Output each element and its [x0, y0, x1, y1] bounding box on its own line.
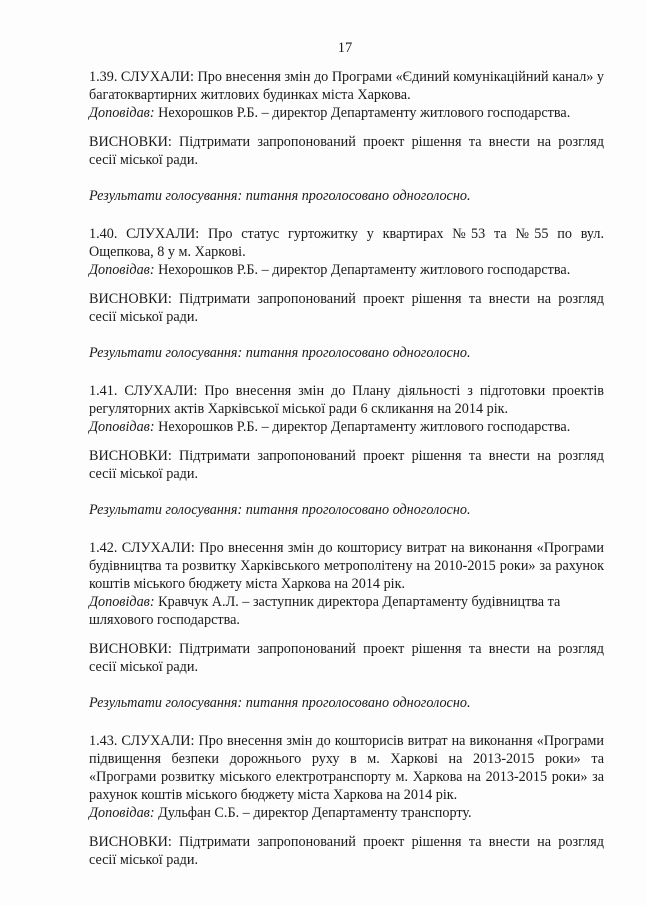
reporter-name: Нехорошков Р.Б. – директор Департаменту житлового господарства. [154, 419, 571, 435]
vote-result: Результати голосування: питання проголосовано одноголосно. [89, 695, 471, 711]
reporter-label: Доповідав: [89, 105, 155, 121]
page-number: 17 [337, 40, 353, 56]
agenda-item-1-39 [89, 68, 604, 205]
heard-text: 1.41. СЛУХАЛИ: Про внесення змін до Плану діяльності з підготовки проектів регуляторних актів Харківської міської ради 6 скликання на 2014 рік. [89, 383, 604, 417]
reporter-line [89, 418, 604, 436]
conclusion-text: ВИСНОВКИ: Підтримати запропонований проект рішення та внести на розгляд сесії міської ради. [89, 834, 604, 868]
agenda-item-1-41 [89, 382, 604, 519]
reporter-line [89, 104, 604, 122]
vote-result: Результати голосування: питання проголосовано одноголосно. [89, 345, 471, 361]
conclusion-text: ВИСНОВКИ: Підтримати запропонований проект рішення та внести на розгляд сесії міської ради. [89, 641, 604, 675]
conclusion-text: ВИСНОВКИ: Підтримати запропонований проект рішення та внести на розгляд сесії міської ради. [89, 134, 604, 168]
reporter-name: Нехорошков Р.Б. – директор Департаменту житлового господарства. [154, 262, 571, 278]
reporter-label: Доповідав: [89, 419, 155, 435]
heard-text: 1.39. СЛУХАЛИ: Про внесення змін до Програми «Єдиний комунікаційний канал» у багатоквартирних житлових будинках міста Харкова. [89, 69, 605, 103]
agenda-item-1-40 [89, 225, 604, 362]
reporter-line [89, 593, 604, 629]
reporter-label: Доповідав: [89, 805, 155, 821]
conclusion-text: ВИСНОВКИ: Підтримати запропонований проект рішення та внести на розгляд сесії міської ради. [89, 291, 604, 325]
reporter-line [89, 261, 604, 279]
reporter-label: Доповідав: [89, 594, 155, 610]
heard-text: 1.43. СЛУХАЛИ: Про внесення змін до кошторисів витрат на виконання «Програми підвищення безпеки дорожнього руху в м. Харкові на 2013-2015 роки» та «Програми розвитку міського електротранспорту м. Харкова на 2013-2015 роки» за рахунок коштів міського бюджету міста Харкова на 2014 рік. [89, 733, 604, 803]
reporter-name: Дульфан С.Б. – директор Департаменту транспорту. [154, 805, 472, 821]
heard-text: 1.40. СЛУХАЛИ: Про статус гуртожитку у квартирах №53 та №55 по вул. Ощепкова, 8 у м. Харкові. [89, 226, 604, 260]
agenda-item-1-42 [89, 539, 604, 712]
agenda-item-1-43 [89, 732, 604, 869]
heard-text: 1.42. СЛУХАЛИ: Про внесення змін до кошторису витрат на виконання «Програми будівництва та розвитку Харківського метрополітену на 2010-2015 роки» за рахунок коштів міського бюджету міста Харкова на 2014 рік. [89, 540, 604, 592]
reporter-label: Доповідав: [89, 262, 155, 278]
minutes-content [89, 68, 604, 869]
conclusion-text: ВИСНОВКИ: Підтримати запропонований проект рішення та внести на розгляд сесії міської ради. [89, 448, 604, 482]
reporter-name: Кравчук А.Л. – заступник директора Департаменту будівництва та шляхового господарства. [89, 594, 561, 628]
vote-result: Результати голосування: питання проголосовано одноголосно. [89, 502, 471, 518]
vote-result: Результати голосування: питання проголосовано одноголосно. [89, 188, 471, 204]
reporter-line [89, 804, 604, 822]
reporter-name: Нехорошков Р.Б. – директор Департаменту житлового господарства. [154, 105, 571, 121]
